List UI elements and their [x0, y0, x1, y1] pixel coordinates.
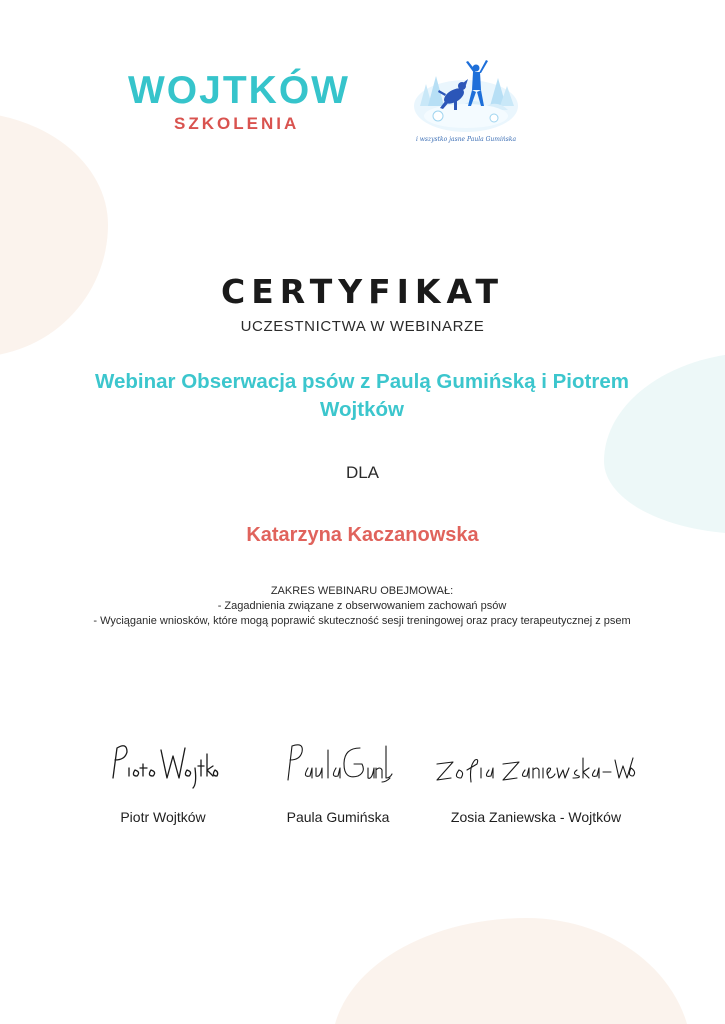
signature-zosia [431, 738, 641, 794]
signature-block-paula [262, 738, 414, 826]
decorative-blob-bottom [332, 918, 692, 1024]
certificate-title: CERTYFIKAT [221, 272, 504, 311]
signature-block-zosia [420, 738, 652, 826]
signature-block-piotr [92, 738, 234, 826]
logo-wordmark: WOJTKÓW [128, 69, 350, 112]
recipient-name: Katarzyna Kaczanowska [246, 524, 479, 546]
badge-caption: i wszystko jasne Paula Gumińska [415, 136, 517, 143]
signature-paula [282, 738, 394, 794]
scope-item: - Zagadnienia związane z obserwowaniem zachowań psów [217, 600, 507, 612]
signer-name: Piotr Wojtków [120, 809, 206, 825]
signer-name: Paula Gumińska [286, 809, 390, 825]
scope-item: - Wyciąganie wniosków, które mogą poprawić skuteczność sesji treningowej oraz pracy terapeutycznej z psem [93, 615, 631, 627]
for-label: DLA [345, 463, 380, 482]
badge-illustration [410, 56, 522, 136]
webinar-title: Webinar Obserwacja psów z Paulą Gumińską i Piotrem Wojtków [95, 370, 629, 421]
certificate-subtitle: UCZESTNICTWA W WEBINARZE [240, 318, 485, 335]
signature-piotr [105, 738, 221, 794]
signer-name: Zosia Zaniewska - Wojtków [450, 809, 622, 825]
wojtkow-logo [128, 68, 366, 134]
logo-subline: SZKOLENIA [174, 114, 300, 133]
dog-and-person-jumping-logo-icon [410, 56, 522, 154]
webinar-scope [62, 584, 662, 629]
scope-heading: ZAKRES WEBINARU OBEJMOWAŁ: [270, 585, 454, 597]
